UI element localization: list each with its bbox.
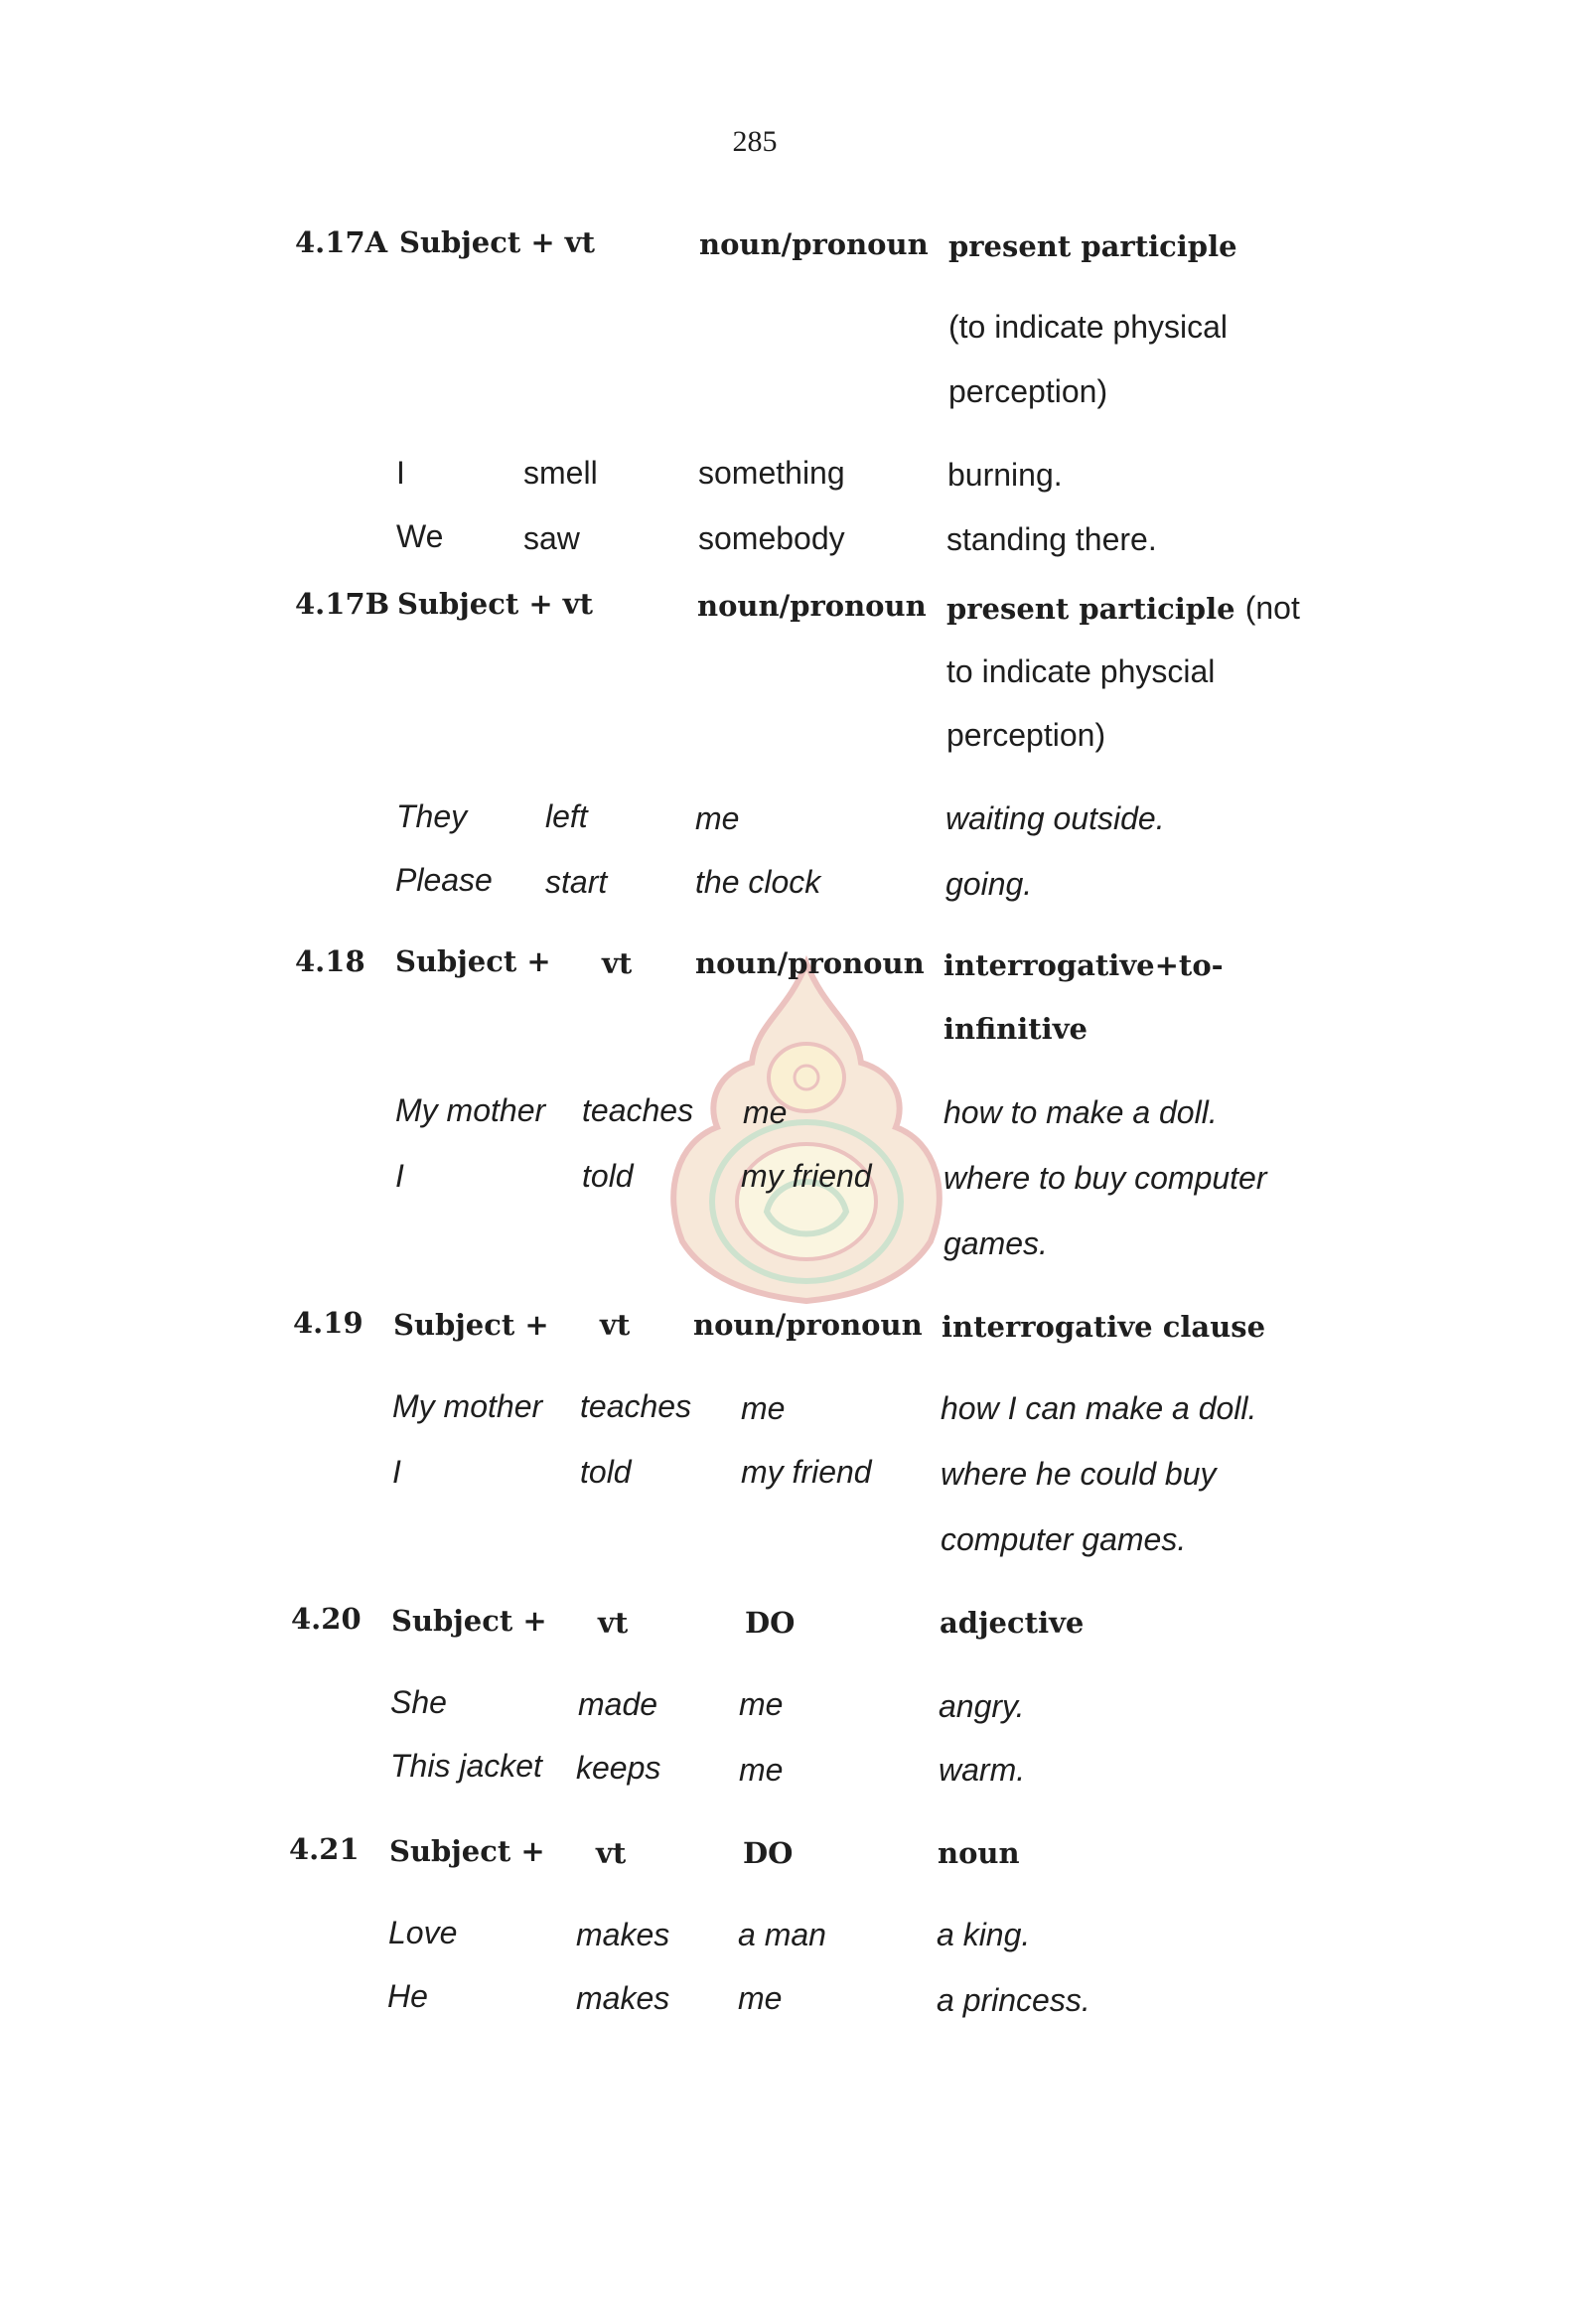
- example-complement: where to buy computer: [943, 1160, 1267, 1196]
- pattern-object: noun/pronoun: [695, 946, 925, 980]
- pattern-object: noun/pronoun: [697, 589, 927, 623]
- example-subject: They: [396, 798, 468, 834]
- example-object: the clock: [695, 864, 821, 900]
- example-complement: waiting outside.: [945, 800, 1165, 836]
- institution-seal-watermark: [657, 953, 955, 1311]
- pattern-verb: vt: [598, 1606, 629, 1640]
- pattern-note: perception): [948, 373, 1108, 409]
- example-complement: going.: [945, 866, 1033, 902]
- example-complement: angry.: [939, 1688, 1025, 1724]
- pattern-number: 4.17A: [295, 225, 388, 259]
- example-complement: games.: [943, 1225, 1048, 1261]
- pattern-complement: present participle: [948, 229, 1237, 263]
- pattern-subject: Subject +: [389, 1834, 545, 1868]
- example-object: somebody: [698, 520, 845, 556]
- pattern-verb: vt: [600, 1308, 631, 1342]
- pattern-number: 4.19: [293, 1306, 363, 1340]
- example-verb: makes: [576, 1917, 670, 1952]
- pattern-complement: [946, 592, 1300, 624]
- pattern-complement: infinitive: [943, 1012, 1088, 1046]
- pattern-complement: interrogative+to-: [943, 948, 1224, 982]
- example-verb: teaches: [582, 1092, 694, 1128]
- example-verb: saw: [523, 520, 580, 556]
- example-subject: We: [396, 518, 444, 554]
- pattern-object: noun/pronoun: [699, 227, 929, 261]
- example-object: a man: [738, 1917, 826, 1952]
- example-verb: makes: [576, 1980, 670, 2016]
- example-complement: how I can make a doll.: [941, 1390, 1257, 1426]
- example-subject: My mother: [395, 1092, 546, 1128]
- example-subject: My mother: [392, 1388, 543, 1424]
- example-subject: She: [390, 1684, 447, 1720]
- pattern-complement: adjective: [940, 1606, 1085, 1640]
- pattern-subject: Subject +: [395, 944, 551, 978]
- pattern-object: DO: [743, 1836, 794, 1870]
- pattern-complement: noun: [938, 1836, 1020, 1870]
- example-complement: computer games.: [941, 1521, 1187, 1557]
- example-verb: told: [582, 1158, 634, 1194]
- page-number: 285: [732, 125, 778, 158]
- pattern-subject: Subject +: [391, 1604, 547, 1638]
- pattern-subject: Subject +: [393, 1308, 549, 1342]
- example-object: me: [741, 1390, 786, 1426]
- example-subject: This jacket: [390, 1748, 542, 1784]
- example-verb: keeps: [576, 1750, 661, 1786]
- pattern-number: 4.21: [289, 1832, 360, 1866]
- pattern-verb: vt: [602, 946, 633, 980]
- pattern-object: DO: [745, 1606, 796, 1640]
- example-object: me: [739, 1686, 784, 1722]
- pattern-subject: Subject + vt: [397, 587, 594, 621]
- example-complement: a king.: [937, 1917, 1031, 1952]
- example-subject: I: [395, 1158, 404, 1194]
- pattern-complement-note: (not: [1244, 590, 1300, 626]
- example-verb: start: [545, 864, 608, 900]
- example-verb: smell: [523, 455, 598, 491]
- example-complement: a princess.: [937, 1982, 1090, 2018]
- example-verb: teaches: [580, 1388, 692, 1424]
- example-verb: left: [545, 798, 588, 834]
- pattern-note: (to indicate physical: [948, 309, 1229, 345]
- example-subject: Please: [395, 862, 493, 898]
- example-complement: how to make a doll.: [943, 1094, 1218, 1130]
- example-complement: burning.: [947, 457, 1063, 493]
- pattern-object: noun/pronoun: [693, 1308, 923, 1342]
- pattern-number: 4.17B: [295, 587, 390, 621]
- pattern-number: 4.18: [295, 944, 365, 978]
- example-object: my friend: [741, 1158, 872, 1194]
- example-complement: standing there.: [946, 521, 1157, 557]
- example-verb: told: [580, 1454, 632, 1490]
- example-object: me: [738, 1980, 783, 2016]
- example-object: something: [698, 455, 845, 491]
- example-complement: where he could buy: [941, 1456, 1217, 1492]
- pattern-note: perception): [946, 717, 1106, 753]
- example-complement: warm.: [939, 1752, 1026, 1788]
- pattern-complement-bold: present participle: [946, 592, 1235, 626]
- example-subject: He: [387, 1978, 428, 2014]
- example-subject: I: [392, 1454, 401, 1490]
- example-object: my friend: [741, 1454, 872, 1490]
- example-object: me: [743, 1094, 788, 1130]
- pattern-complement: interrogative clause: [942, 1310, 1266, 1344]
- example-object: me: [695, 800, 740, 836]
- example-subject: I: [396, 455, 405, 491]
- pattern-subject: Subject + vt: [399, 225, 596, 259]
- pattern-number: 4.20: [291, 1602, 362, 1636]
- example-subject: Love: [388, 1915, 458, 1950]
- pattern-note: to indicate physcial: [946, 653, 1216, 689]
- example-verb: made: [578, 1686, 658, 1722]
- example-object: me: [739, 1752, 784, 1788]
- pattern-verb: vt: [596, 1836, 627, 1870]
